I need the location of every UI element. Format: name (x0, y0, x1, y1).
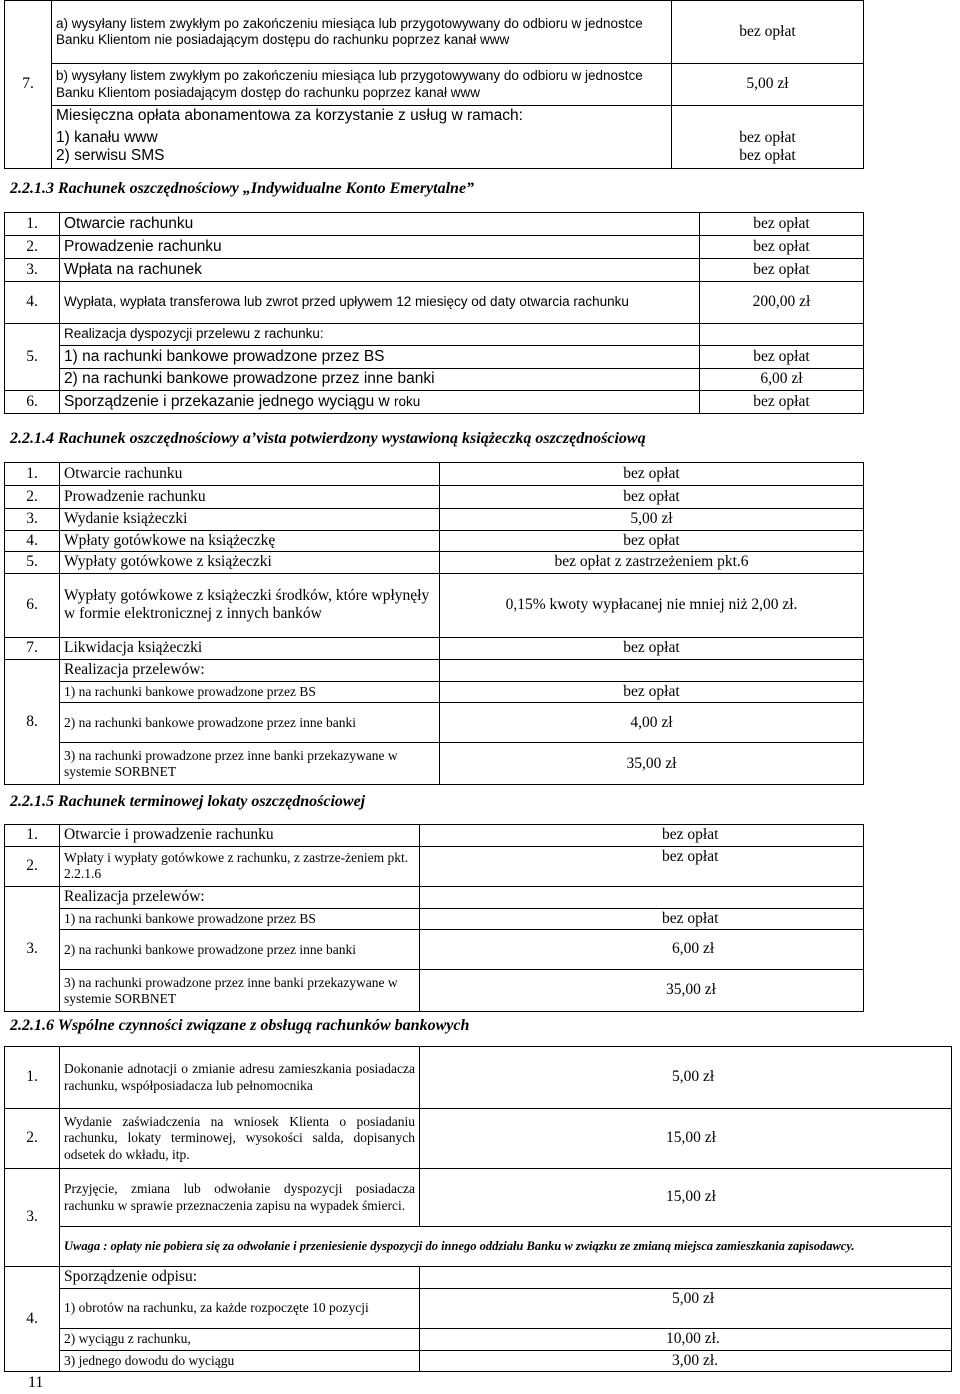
item-text: 3) jednego dowodu do wyciągu (60, 1350, 420, 1372)
sub-item: 2) serwisu SMS (56, 147, 165, 165)
fee-value: 15,00 zł (420, 1109, 952, 1169)
row-number: 8. (5, 659, 60, 785)
fee-value: 6,00 zł (420, 930, 864, 970)
table-s4 (4, 462, 864, 785)
item-text: Prowadzenie rachunku (60, 236, 700, 259)
fee-value: 15,00 zł (420, 1169, 952, 1227)
row-number: 3. (5, 259, 60, 282)
item-text: 3) na rachunki prowadzone przez inne banki przekazywane w systemie SORBNET (60, 743, 440, 785)
row-number: 2. (5, 846, 60, 886)
row-number: 3. (5, 509, 60, 531)
fee-value: 5,00 zł (672, 64, 864, 106)
item-text: Realizacja przelewów: (60, 659, 440, 681)
item-text: Realizacja przelewów: (60, 886, 420, 908)
section-heading: 2.2.1.4 Rachunek oszczędnościowy a’vista potwierdzony wystawioną książeczką oszczędnościową (10, 430, 646, 447)
row-number: 4. (5, 530, 60, 552)
item-text: Realizacja dyspozycji przelewu z rachunku: (60, 324, 700, 346)
item-text: b) wysyłany listem zwykłym po zakończeniu miesiąca lub przygotowywany do odbioru w jednostce Banku Klientom posiadającym dostęp do rachunku poprzez kanał www (52, 64, 672, 106)
row-number: 2. (5, 486, 60, 509)
fee-value: bez opłat (700, 391, 864, 414)
fee-value: bez opłat (440, 681, 864, 703)
fee-value (672, 106, 864, 127)
item-text: Otwarcie i prowadzenie rachunku (60, 825, 420, 847)
item-text: 1) na rachunki bankowe prowadzone przez BS (60, 346, 700, 369)
item-text: 1) na rachunki bankowe prowadzone przez BS (60, 908, 420, 930)
item-text: Otwarcie rachunku (60, 463, 440, 486)
item-text: Prowadzenie rachunku (60, 486, 440, 509)
item-text: Przyjęcie, zmiana lub odwołanie dyspozycji posiadacza rachunku w sprawie przeznaczenia zapisu na wypadek śmierci. (60, 1169, 420, 1227)
page-number: 11 (28, 1374, 44, 1391)
item-text (60, 391, 700, 414)
fee-list (672, 127, 864, 169)
table-top (4, 0, 864, 169)
item-text: Likwidacja książeczki (60, 637, 440, 659)
row-number: 5. (5, 552, 60, 574)
row-number: 1. (5, 463, 60, 486)
row-number: 4. (5, 1267, 60, 1372)
fee-value: 35,00 zł (420, 970, 864, 1012)
sub-item: 1) kanału www (56, 128, 158, 146)
item-text: 1) na rachunki bankowe prowadzone przez BS (60, 681, 440, 703)
section-heading: 2.2.1.6 Wspólne czynności związane z obsługą rachunków bankowych (10, 1017, 470, 1034)
fee-value (420, 886, 864, 908)
item-text: Wpłaty i wypłaty gotówkowe z rachunku, z zastrze-żeniem pkt. 2.2.1.6 (60, 846, 420, 886)
fee-value: bez opłat (440, 486, 864, 509)
row-number: 1. (5, 1047, 60, 1109)
item-text: Otwarcie rachunku (60, 213, 700, 236)
item-text: Wypłaty gotówkowe z książeczki środków, które wpłynęły w formie elektronicznej z innych banków (60, 573, 440, 637)
item-text: 1) obrotów na rachunku, za każde rozpoczęte 10 pozycji (60, 1289, 420, 1329)
fee-value: 3,00 zł. (420, 1350, 952, 1372)
item-text-suffix: roku (394, 393, 421, 409)
fee-value: bez opłat (739, 128, 796, 146)
fee-value: bez opłat (739, 147, 796, 165)
fee-value (700, 324, 864, 346)
fee-value: 5,00 zł (440, 509, 864, 531)
item-text: Wydanie książeczki (60, 509, 440, 531)
fee-value: bez opłat (700, 259, 864, 282)
row-number: 1. (5, 213, 60, 236)
item-text-main: Sporządzenie i przekazanie jednego wyciągu w (64, 392, 390, 410)
fee-value: 200,00 zł (700, 282, 864, 324)
item-text: Wydanie zaświadczenia na wniosek Klienta o posiadaniu rachunku, lokaty terminowej, wysokości salda, dopisanych odsetek do wkładu, itp. (60, 1109, 420, 1169)
fee-value: bez opłat (700, 346, 864, 369)
fee-value: 5,00 zł (420, 1289, 952, 1329)
item-text: Miesięczna opłata abonamentowa za korzystanie z usług w ramach: (52, 106, 672, 127)
item-text: Wpłata na rachunek (60, 259, 700, 282)
item-text: Wpłaty gotówkowe na książeczkę (60, 530, 440, 552)
item-text: Sporządzenie odpisu: (60, 1267, 420, 1289)
item-text: 2) na rachunki bankowe prowadzone przez inne banki (60, 930, 420, 970)
item-text: a) wysyłany listem zwykłym po zakończeniu miesiąca lub przygotowywany do odbioru w jednostce Banku Klientom nie posiadającym dostępu do rachunku poprzez kanał www (52, 1, 672, 64)
item-sublist (52, 127, 672, 169)
item-text: Dokonanie adnotacji o zmianie adresu zamieszkania posiadacza rachunku, współposiadacza lub pełnomocnika (60, 1047, 420, 1109)
fee-value: bez opłat (420, 846, 864, 886)
fee-value: bez opłat z zastrzeżeniem pkt.6 (440, 552, 864, 574)
row-number: 4. (5, 282, 60, 324)
fee-value: bez opłat (420, 908, 864, 930)
item-text: 2) na rachunki bankowe prowadzone przez inne banki (60, 369, 700, 391)
fee-value (420, 1267, 952, 1289)
row-number: 3. (5, 886, 60, 1012)
row-number: 2. (5, 236, 60, 259)
item-text: Wypłaty gotówkowe z książeczki (60, 552, 440, 574)
fee-value: 5,00 zł (420, 1047, 952, 1109)
fee-value: bez opłat (440, 463, 864, 486)
item-text: 2) na rachunki bankowe prowadzone przez inne banki (60, 703, 440, 743)
table-s6 (4, 1046, 952, 1372)
row-number: 7. (5, 637, 60, 659)
row-number: 5. (5, 324, 60, 391)
note-text: Uwaga : opłaty nie pobiera się za odwołanie i przeniesienie dyspozycji do innego oddziału Banku w związku ze zmianą miejsca zamieszkania zapisodawcy. (60, 1227, 952, 1267)
fee-value: bez opłat (440, 530, 864, 552)
table-s5 (4, 824, 864, 1012)
row-number: 6. (5, 573, 60, 637)
fee-value: 35,00 zł (440, 743, 864, 785)
row-number: 3. (5, 1169, 60, 1267)
row-number: 6. (5, 391, 60, 414)
row-number: 1. (5, 825, 60, 847)
fee-value: bez opłat (700, 213, 864, 236)
fee-value: bez opłat (700, 236, 864, 259)
item-text: Wypłata, wypłata transferowa lub zwrot przed upływem 12 miesięcy od daty otwarcia rachunku (60, 282, 700, 324)
fee-value: 0,15% kwoty wypłacanej nie mniej niż 2,00 zł. (440, 573, 864, 637)
section-heading: 2.2.1.5 Rachunek terminowej lokaty oszczędnościowej (10, 793, 366, 810)
fee-value: bez opłat (672, 1, 864, 64)
table-s3 (4, 212, 864, 414)
fee-value: bez opłat (420, 825, 864, 847)
fee-value: 4,00 zł (440, 703, 864, 743)
item-text: 2) wyciągu z rachunku, (60, 1329, 420, 1351)
row-number: 7. (5, 1, 52, 169)
fee-value: bez opłat (440, 637, 864, 659)
fee-value (440, 659, 864, 681)
section-heading: 2.2.1.3 Rachunek oszczędnościowy „Indywidualne Konto Emerytalne” (10, 180, 475, 197)
fee-value: 10,00 zł. (420, 1329, 952, 1351)
row-number: 2. (5, 1109, 60, 1169)
fee-value: 6,00 zł (700, 369, 864, 391)
item-text: 3) na rachunki prowadzone przez inne banki przekazywane w systemie SORBNET (60, 970, 420, 1012)
